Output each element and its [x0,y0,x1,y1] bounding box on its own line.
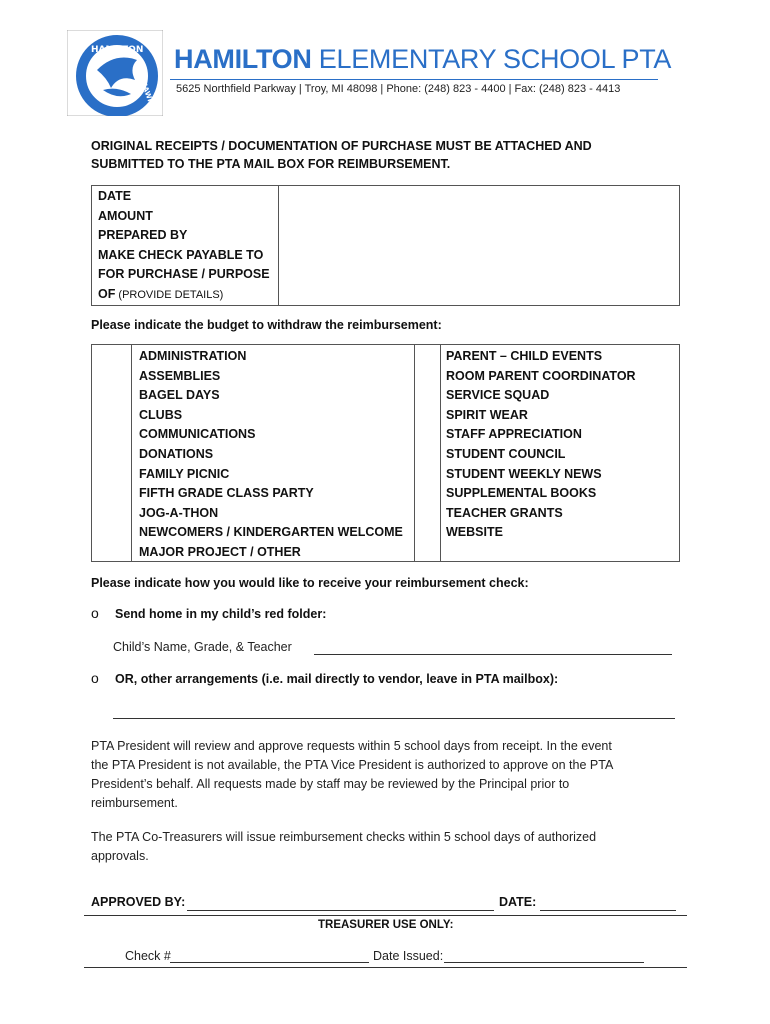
treasurer-divider [84,967,687,968]
approval-divider [84,915,687,916]
budget-divider [131,345,132,561]
logo-text-top: HAMILTON [91,45,144,55]
budget-item[interactable]: FAMILY PICNIC [139,466,230,481]
date-issued-field[interactable] [444,962,644,963]
budget-item[interactable]: STUDENT COUNCIL [446,446,566,461]
approved-by-field[interactable] [187,910,494,911]
budget-item[interactable]: WEBSITE [446,525,503,540]
school-address: 5625 Northfield Parkway | Troy, MI 48098 | Phone: (248) 823 - 4400 | Fax: (248) 823 - 4413 [176,83,621,95]
budget-item[interactable]: SUPPLEMENTAL BOOKS [446,486,597,501]
logo-text-side: HAWKS [139,79,157,111]
budget-item[interactable]: SPIRIT WEAR [446,407,528,422]
child-info-field[interactable] [314,654,672,655]
budget-item[interactable]: BAGEL DAYS [139,388,220,403]
budget-item[interactable]: PARENT – CHILD EVENTS [446,349,603,363]
label-payable-to: MAKE CHECK PAYABLE TO [98,247,264,262]
budget-item[interactable]: JOG-A-THON [139,505,219,520]
budget-item[interactable]: COMMUNICATIONS [139,427,256,442]
child-info-label: Child’s Name, Grade, & Teacher [113,640,292,654]
budget-left-column [139,347,403,563]
label-date: DATE [98,189,132,203]
label-purpose: FOR PURCHASE / PURPOSE [98,267,270,281]
budget-item[interactable]: TEACHER GRANTS [446,505,563,520]
page-title: HAMILTON ELEMENTARY SCHOOL PTA [174,44,672,74]
option-other-label: OR, other arrangements (i.e. mail directly to vendor, leave in PTA mailbox): [115,672,559,686]
policy-paragraph-2: The PTA Co-Treasurers will issue reimbursement checks within 5 school days of authorized approvals. [91,830,597,863]
budget-item[interactable]: STAFF APPRECIATION [446,427,582,442]
approval-date-label: DATE: [499,895,537,909]
budget-item[interactable]: ASSEMBLIES [139,368,221,383]
treasurer-label: TREASURER USE ONLY: [318,919,454,931]
request-labels [92,186,279,306]
request-info-table [91,185,680,306]
label-purpose-cont: OF (PROVIDE DETAILS) [98,286,224,301]
label-amount: AMOUNT [98,208,153,223]
policy-paragraph-1: PTA President will review and approve requests within 5 school days from receipt. In the event the PTA President is not available, the PTA Vice President is authorized to approve on the PTA President’s behalf. All requests made by staff may be reviewed by the Principal prior to reimbursement. [91,739,614,810]
request-fields-area[interactable] [279,186,680,306]
school-logo [67,30,163,116]
budget-item[interactable]: NEWCOMERS / KINDERGARTEN WELCOME [139,525,403,540]
radio-red-folder[interactable]: o [91,605,99,621]
approval-date-field[interactable] [540,910,676,911]
notice-line-2: SUBMITTED TO THE PTA MAIL BOX FOR REIMBURSEMENT. [91,157,451,171]
budget-prompt: Please indicate the budget to withdraw the reimbursement: [91,318,442,332]
budget-item[interactable]: STUDENT WEEKLY NEWS [446,466,602,481]
budget-table [91,344,680,562]
approved-by-label: APPROVED BY: [91,895,186,909]
budget-item[interactable]: CLUBS [139,407,183,422]
budget-item[interactable]: ROOM PARENT COORDINATOR [446,368,636,383]
other-arrangements-field[interactable] [113,718,675,719]
budget-item[interactable]: FIFTH GRADE CLASS PARTY [139,486,314,501]
budget-divider [440,345,441,561]
budget-divider [414,345,415,561]
option-red-folder-label: Send home in my child’s red folder: [115,607,327,621]
budget-item[interactable]: SERVICE SQUAD [446,388,550,403]
budget-item[interactable]: DONATIONS [139,446,214,461]
label-prepared-by: PREPARED BY [98,228,188,242]
date-issued-label: Date Issued: [373,949,444,963]
budget-item[interactable]: MAJOR PROJECT / OTHER [139,544,301,559]
radio-other-arrangements[interactable]: o [91,670,99,686]
receive-prompt: Please indicate how you would like to receive your reimbursement check: [91,576,529,590]
budget-item[interactable]: ADMINISTRATION [139,349,247,363]
check-number-label: Check # [125,949,171,963]
check-number-field[interactable] [170,962,369,963]
budget-right-column [446,347,636,543]
title-underline [170,79,658,80]
notice-line-1: ORIGINAL RECEIPTS / DOCUMENTATION OF PURCHASE MUST BE ATTACHED AND [91,139,592,153]
